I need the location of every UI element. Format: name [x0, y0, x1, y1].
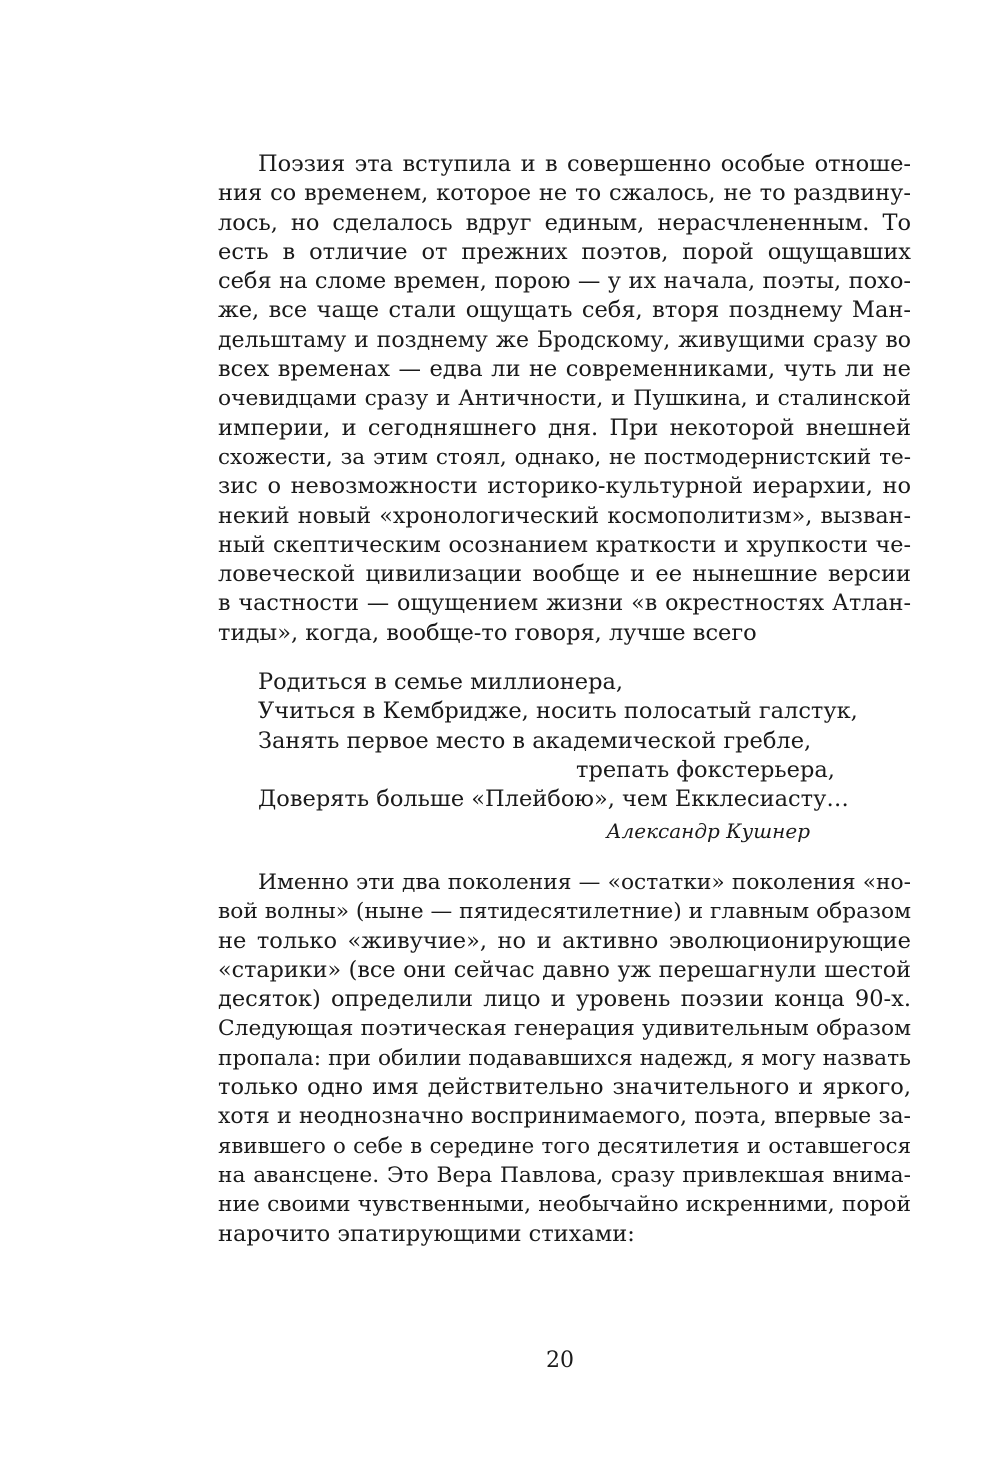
- text-line: есть в отличие от прежних поэтов, порой ощущавших: [218, 238, 911, 265]
- poem-quote: [258, 668, 858, 814]
- text-line: нарочито эпатирующими стихами:: [218, 1220, 635, 1247]
- text-line: вой волны» (ныне — пятидесятилетние) и главным образом: [218, 899, 912, 925]
- text-line: дельштаму и позднему же Бродскому, живущими сразу во: [218, 327, 911, 353]
- text-line: Именно эти два поколения — «остатки» поколения «но-: [258, 870, 911, 895]
- text-line: лось, но сделалось вдруг единым, нерасчлененным. То: [218, 209, 911, 236]
- paragraph-1: [218, 150, 911, 648]
- text-line: себя на сломе времен, порою — у их начала, поэты, похо-: [218, 268, 911, 295]
- page-number: 20: [546, 1348, 574, 1373]
- poem-line: Доверять больше «Плейбою», чем Екклесиасту…: [258, 786, 849, 813]
- poem-line: Учиться в Кембридже, носить полосатый галстук,: [258, 698, 858, 725]
- text-line: только одно имя действительно значительного и яркого,: [218, 1074, 911, 1101]
- text-line: схожести, за этим стоял, однако, не постмодернистский те-: [218, 444, 911, 470]
- text-line: пропала: при обилии подававшихся надежд, я могу назвать: [218, 1045, 911, 1071]
- text-line: явившего о себе в середине того десятилетия и оставшегося: [218, 1133, 911, 1159]
- text-line: «старики» (все они сейчас давно уж перешагнули шестой: [218, 956, 911, 983]
- text-line: некий новый «хронологический космополитизм», вызван-: [218, 502, 911, 529]
- text-line: не только «живучие», но и активно эволюционирующие: [218, 927, 911, 954]
- poem-line: Родиться в семье миллионера,: [258, 669, 624, 695]
- poem-author: Александр Кушнер: [606, 819, 810, 843]
- text-line: ния со временем, которое не то сжалось, не то раздвину-: [218, 180, 911, 207]
- poem-line: трепать фокстерьера,: [576, 756, 835, 783]
- text-line: ный скептическим осознанием краткости и хрупкости че-: [218, 531, 911, 558]
- paragraph-2: [218, 868, 911, 1249]
- text-line: Следующая поэтическая генерация удивительным образом: [218, 1016, 911, 1042]
- text-line: всех временах — едва ли не современниками, чуть ли не: [218, 356, 911, 383]
- text-line: зис о невозможности историко-культурной иерархии, но: [218, 473, 911, 500]
- poem-line: Занять первое место в академической гребле,: [258, 727, 812, 754]
- text-line: на авансцене. Это Вера Павлова, сразу привлекшая внима-: [218, 1162, 911, 1188]
- text-line: Поэзия эта вступила и в совершенно особые отноше-: [258, 151, 911, 177]
- text-line: хотя и неоднозначно воспринимаемого, поэта, впервые за-: [218, 1104, 911, 1130]
- text-line: очевидцами сразу и Античности, и Пушкина, и сталинской: [218, 386, 911, 412]
- text-line: ловеческой цивилизации вообще и ее нынешние версии: [218, 561, 911, 588]
- text-line: десяток) определили лицо и уровень поэзии конца 90-х.: [218, 986, 911, 1013]
- text-line: империи, и сегодняшнего дня. При некоторой внешней: [218, 414, 911, 441]
- text-line: в частности — ощущением жизни «в окрестностях Атлан-: [218, 590, 911, 617]
- text-line: тиды», когда, вообще-то говоря, лучше всего: [218, 619, 757, 646]
- text-line: ние своими чувственными, необычайно искренними, порой: [218, 1192, 911, 1218]
- text-line: же, все чаще стали ощущать себя, вторя позднему Ман-: [218, 297, 911, 324]
